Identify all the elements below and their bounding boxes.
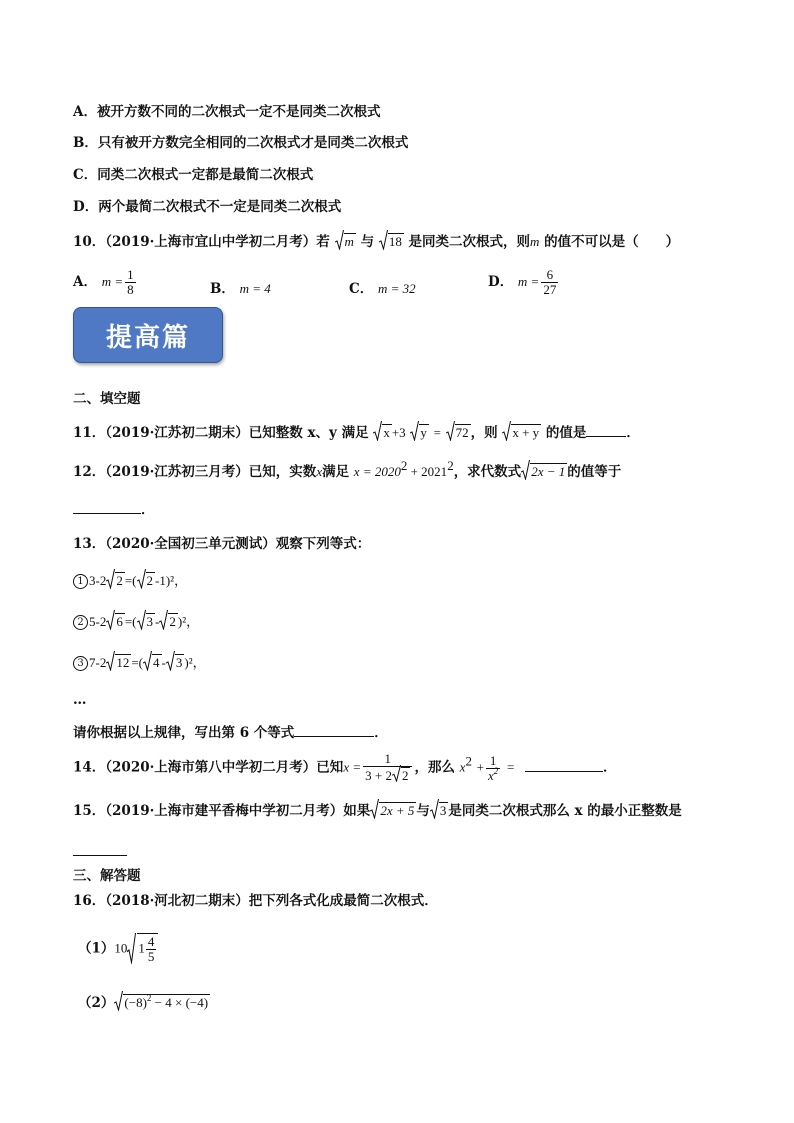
q12-answer-blank[interactable]	[73, 499, 141, 514]
sqrt-m: m	[335, 232, 356, 252]
q15-stem: 15．（2019·上海市建平香梅中学初二月考）如果 2x + 5 与 3 是同类二次根式那么 x 的最小正整数是	[73, 801, 682, 821]
q10-option-d: D． m = $\frac{6}{27}$	[488, 267, 557, 297]
q12-answer-line: ．	[73, 499, 155, 520]
section-fill-blank-heading: 二、填空题	[73, 391, 141, 407]
q13-answer-blank[interactable]	[294, 722, 374, 737]
q15-answer-blank[interactable]	[73, 841, 127, 856]
q13-eq-1: 1 3-2 2 =( 2 -1)²，	[73, 571, 187, 591]
q9-option-b: B．只有被开方数完全相同的二次根式才是同类二次根式	[73, 135, 409, 151]
q12-stem: 12．（2019·江苏初三月考）已知，实数x满足 $x = 2020^2 + 2021^2$，求代数式 2x − 1 的值等于	[73, 458, 622, 480]
q16-part-1: （1）10 1 $\frac{4}{5}$	[78, 933, 158, 964]
section-banner: 提高篇	[73, 307, 223, 363]
q13-ellipsis: …	[73, 692, 87, 708]
q10-option-c: C． m = 32	[349, 281, 416, 297]
q9-option-a: A．被开方数不同的二次根式一定不是同类二次根式	[73, 104, 381, 120]
q9-option-c: C．同类二次根式一定都是最简二次根式	[73, 167, 314, 183]
q11-stem: 11．（2019·江苏初二期末）已知整数 x、y 满足 x +3 y = 72 ，则 x + y 的值是 ．	[73, 422, 640, 443]
q16-part-2: （2） $(-8)^2 - 4 \times (-4)$	[78, 993, 209, 1011]
section-answer-heading: 三、解答题	[73, 868, 141, 884]
q14-answer-blank[interactable]	[525, 757, 603, 772]
q13-stem: 13．（2020·全国初三单元测试）观察下列等式：	[73, 536, 371, 552]
q10-stem: 10．（2019·上海市宜山中学初二月考）若 m 与 18 是同类二次根式，则m 的值不可以是（ ）	[73, 232, 679, 252]
q10-option-b: B． m = 4	[210, 281, 271, 297]
q13-eq-2: 2 5-2 6 =( 3 - 2 )²，	[73, 612, 199, 632]
sqrt-18: 18	[379, 232, 404, 252]
q14-stem: 14．（2020·上海市第八中学初二月考）已知x = 1 3 + 2 2 ，那么 $x^2$ + $\frac{1}{x^2}$ = ．	[73, 751, 617, 783]
q11-answer-blank[interactable]	[586, 422, 626, 437]
q10-option-a: A． m = $\frac{1}{8}$	[73, 267, 134, 297]
q15-answer-line	[73, 841, 127, 862]
q13-eq-3: 3 7-2 12 =( 4 - 3 )²，	[73, 653, 206, 673]
q9-option-d: D．两个最简二次根式不一定是同类二次根式	[73, 199, 342, 215]
q13-ask: 请你根据以上规律，写出第 6 个等式 ．	[73, 722, 388, 743]
q16-stem: 16．（2018·河北初二期末）把下列各式化成最简二次根式．	[73, 893, 438, 909]
